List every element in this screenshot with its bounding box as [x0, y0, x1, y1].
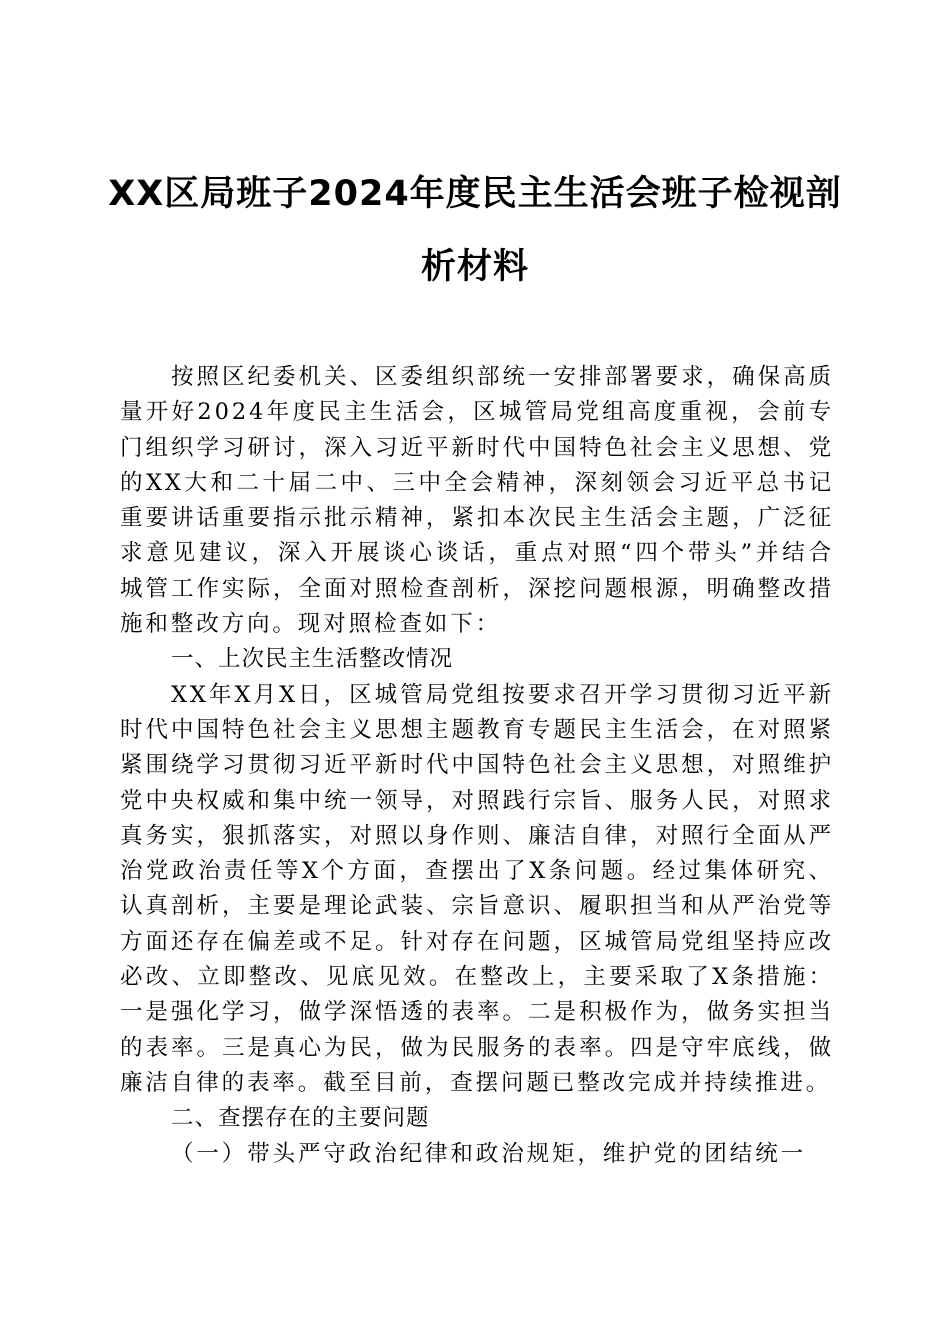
document-body — [120, 360, 834, 1172]
subsection-1-heading: （一）带头严守政治纪律和政治规矩，维护党的团结统一 — [171, 1140, 807, 1167]
document-title-line-2: 析材料 — [420, 247, 529, 287]
section-1-paragraph: XX年X月X日，区城管局党组按要求召开学习贯彻习近平新时代中国特色社会主义思想主题教育专题民主生活会，在对照紧紧围绕学习贯彻习近平新时代中国特色社会主义思想，对照维护党中央权威和集中统一领导，对照践行宗旨、服务人民，对照求真务实，狠抓落实，对照以身作则、廉洁自律，对照行全面从严治党政治责任等X个方面，查摆出了X条问题。经过集体研究、认真剖析，主要是理论武装、宗旨意识、履职担当和从严治党等方面还存在偏差或不足。针对存在问题，区城管局党组坚持应改必改、立即整改、见底见效。在整改上，主要采取了X条措施：一是强化学习，做学深悟透的表率。二是积极作为，做务实担当的表率。三是真心为民，做为民服务的表率。四是守牢底线，做廉洁自律的表率。截至目前，查摆问题已整改完成并持续推进。 — [120, 681, 834, 1096]
section-2-heading: 二、查摆存在的主要问题 — [171, 1105, 430, 1132]
document-title-line-1: XX区局班子2024年度民主生活会班子检视剖 — [108, 174, 842, 214]
intro-paragraph: 按照区纪委机关、区委组织部统一安排部署要求，确保高质量开好2024年度民主生活会，区城管局党组高度重视，会前专门组织学习研讨，深入习近平新时代中国特色社会主义思想、党的XX大和二十届二中、三中全会精神，深刻领会习近平总书记重要讲话重要指示批示精神，紧扣本次民主生活会主题，广泛征求意见建议，深入开展谈心谈话，重点对照“四个带头”并结合城管工作实际，全面对照检查剖析，深挖问题根源，明确整改措施和整改方向。现对照检查如下： — [120, 364, 834, 638]
section-1-heading: 一、上次民主生活整改情况 — [171, 646, 454, 673]
